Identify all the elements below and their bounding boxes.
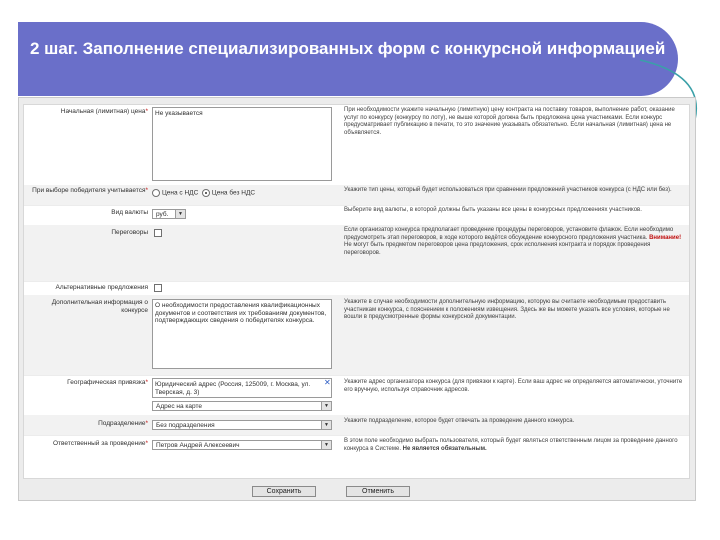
cancel-button[interactable]: Отменить [346, 486, 410, 497]
label-responsible: Ответственный за проведение* [52, 440, 148, 447]
radio-label-with-vat: Цена с НДС [162, 189, 199, 197]
alternatives-checkbox[interactable] [154, 284, 162, 292]
help-responsible [344, 438, 684, 453]
help-winner-criteria: Укажите тип цены, который будет использоваться при сравнении предложений участников конкурса (с НДС или без). [344, 187, 672, 193]
radio-price-without-vat[interactable] [202, 189, 210, 197]
currency-select[interactable] [152, 209, 186, 219]
label-negotiations: Переговоры [111, 229, 148, 236]
help-additional-info: Укажите в случае необходимости дополнительную информацию, которую вы считаете необходимым предоставить участникам конкурса, с пояснением к положениям извещения. Здесь же вы можете указать все условия, которые не вошли в предусмотренные формы конкурсной документации. [344, 299, 670, 320]
help-geo: Укажите адрес организатора конкурса (для привязки к карте). Если ваш адрес не определяется автоматически, уточните его вручную, используя справочник адресов. [344, 379, 683, 393]
label-department: Подразделение* [98, 420, 148, 427]
label-currency: Вид валюты [111, 209, 148, 216]
negotiations-checkbox[interactable] [154, 229, 162, 237]
help-negotiations [344, 227, 684, 257]
row-negotiations [24, 225, 689, 282]
radio-label-without-vat: Цена без НДС [211, 189, 256, 197]
slide-title: 2 шаг. Заполнение специализированных форм с конкурсной информацией [30, 39, 666, 58]
winner-criteria-radios [152, 189, 336, 197]
initial-price-field[interactable]: Не указывается [152, 107, 332, 181]
chevron-down-icon: ▼ [321, 421, 331, 429]
geo-select[interactable] [152, 401, 332, 411]
form-inner [23, 104, 690, 479]
row-responsible [24, 435, 689, 478]
row-department [24, 415, 689, 436]
radio-price-with-vat[interactable] [152, 189, 160, 197]
chevron-down-icon: ▼ [321, 402, 331, 410]
help-responsible-bold: Не является обязательным. [402, 445, 487, 452]
label-geo: Географическая привязка* [67, 379, 148, 386]
row-additional-info [24, 295, 689, 376]
chevron-down-icon: ▼ [175, 210, 185, 218]
warning-text: Не могут быть предметом переговоров цена предложения, срок исполнения контракта и порядок проведения переговоров. [344, 242, 651, 256]
label-initial-price: Начальная (лимитная) цена* [60, 108, 148, 115]
chevron-down-icon: ▼ [321, 441, 331, 449]
row-geo [24, 375, 689, 416]
label-winner-criteria: При выборе победителя учитывается* [32, 187, 148, 194]
department-value: Без подразделения [156, 422, 215, 429]
department-select[interactable] [152, 420, 332, 430]
label-alternatives: Альтернативные предложения [55, 284, 148, 291]
map-marker-icon[interactable]: ✕ [324, 378, 331, 387]
help-negotiations-text: Если организатор конкурса предполагает проведение процедуры переговоров, установите флажок. Если необходимо предусмотреть этап переговоров, в ходе которого ведётся обсуждение конкурсного предложения участника. [344, 227, 674, 241]
row-winner-criteria [24, 185, 689, 206]
save-button[interactable]: Сохранить [252, 486, 316, 497]
responsible-value: Петров Андрей Алексеевич [156, 442, 240, 449]
responsible-select[interactable] [152, 440, 332, 450]
additional-info-field[interactable]: О необходимости предоставления квалификационных документов и соответствия их требованиям документов, подтверждающих сведения о победителях конкурса. [152, 299, 332, 369]
currency-value: руб. [156, 211, 169, 218]
geo-address-field[interactable]: Юридический адрес (Россия, 125009, г. Москва, ул. Тверская, д. 3) [152, 378, 332, 398]
row-initial-price [24, 105, 689, 186]
warning-label: Внимание! [649, 234, 682, 241]
form-area [18, 97, 696, 501]
row-currency [24, 205, 689, 226]
help-currency: Выберите вид валюты, в которой должны быть указаны все цены в конкурсных предложениях участников. [344, 207, 642, 213]
row-alternatives [24, 281, 689, 296]
help-initial-price: При необходимости укажите начальную (лимитную) цену контракта на поставку товаров, выполнение работ, оказание услуг по конкурсу (конкурсу по лоту), не выше которой должна быть предложена цена участниками. Если конкурс предусматривает публикацию в печати, то это значение указывать обязательно. Если начальная (лимитная) цена не объявляется. [344, 107, 675, 136]
geo-select-value: Адрес на карте [156, 403, 203, 410]
help-department: Укажите подразделение, которое будет отвечать за проведение данного конкурса. [344, 418, 575, 424]
label-additional-info: Дополнительная информация о конкурсе [51, 299, 148, 314]
help-responsible-text: В этом поле необходимо выбрать пользователя, который будет являться ответственным лицом за проведение данного конкурса в Системе. [344, 438, 678, 452]
